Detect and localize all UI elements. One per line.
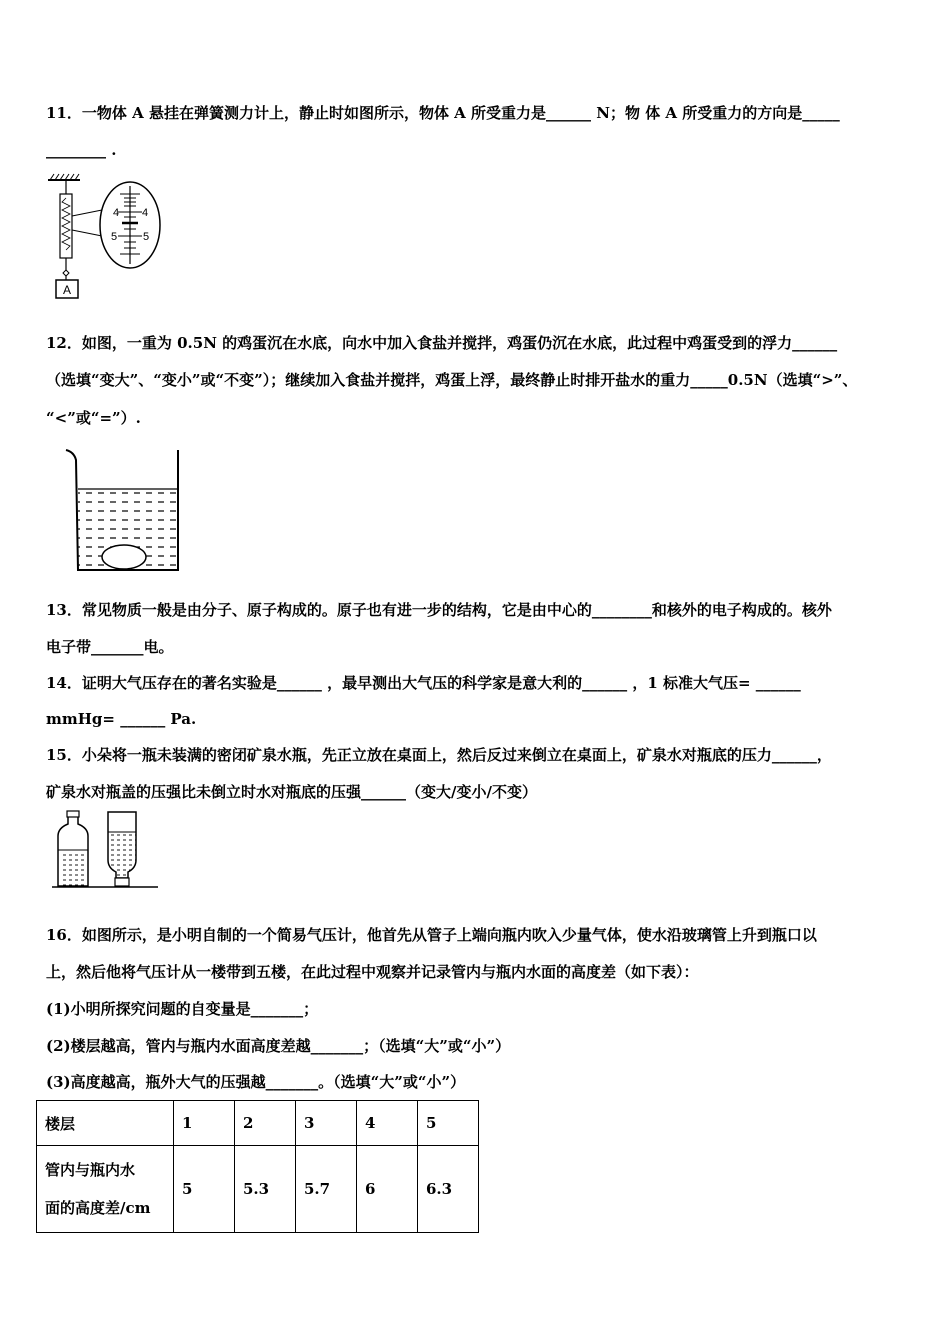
height-cell: 5 (174, 1146, 235, 1233)
q15-text-line1: 15．小朵将一瓶未装满的密闭矿泉水瓶，先正立放在桌面上，然后反过来倒立在桌面上，矿泉水对瓶底的压力______， (46, 746, 832, 764)
q16-sub3: (3)高度越高，瓶外大气的压强越_______。（选填“大”或“小”） (46, 1073, 466, 1091)
egg (102, 545, 146, 569)
tick-4-right: 4 (142, 207, 149, 219)
bottles-figure (50, 808, 160, 890)
q13-text-line2: 电子带_______电。 (46, 638, 174, 656)
row-header-height-line2: 面的高度差/cm (45, 1199, 151, 1217)
q14-text-line1: 14．证明大气压存在的著名实验是______ ，最早测出大气压的科学家是意大利的______ ，1 标准大气压= ______ (46, 674, 801, 692)
table-row-heights (37, 1146, 479, 1233)
row-header-height (37, 1146, 174, 1233)
q11-text-line2: ________ . (46, 141, 117, 159)
tick-5-left: 5 (111, 231, 118, 243)
floor-cell: 2 (235, 1101, 296, 1146)
height-cell: 6.3 (418, 1146, 479, 1233)
block-a-label: A (62, 283, 72, 297)
q16-sub2: (2)楼层越高，管内与瓶内水面高度差越_______；（选填“大”或“小”） (46, 1037, 511, 1055)
floor-cell: 1 (174, 1101, 235, 1146)
spring-coils (62, 198, 70, 250)
inverted-bottle (108, 812, 136, 886)
height-difference-table (36, 1100, 479, 1233)
floor-cell: 4 (357, 1101, 418, 1146)
floor-cell: 3 (296, 1101, 357, 1146)
q16-text-line2: 上，然后他将气压计从一楼带到五楼，在此过程中观察并记录管内与瓶内水面的高度差（如下表）： (46, 963, 699, 981)
q12-text-line1: 12．如图，一重为 0.5N 的鸡蛋沉在水底，向水中加入食盐并搅拌，鸡蛋仍沉在水底，此过程中鸡蛋受到的浮力______ (46, 334, 838, 352)
q12-text-line3: “<”或“=”）. (46, 409, 141, 427)
q14-text-line2: mmHg= ______ Pa. (46, 710, 197, 728)
spring-scale-figure (40, 170, 170, 300)
q16-text-line1: 16．如图所示，是小明自制的一个简易气压计，他首先从管子上端向瓶内吹入少量气体，使水沿玻璃管上升到瓶口以 (46, 926, 817, 944)
q16-sub1: (1)小明所探究问题的自变量是_______； (46, 1000, 319, 1018)
row-header-height-line1: 管内与瓶内水 (45, 1161, 136, 1179)
tick-5-right: 5 (143, 231, 150, 243)
table-row-floors (37, 1101, 479, 1146)
q11-text-line1: 11．一物体 A 悬挂在弹簧测力计上，静止时如图所示，物体 A 所受重力是______ N；物 体 A 所受重力的方向是_____ (46, 104, 840, 122)
tick-4-left: 4 (113, 207, 120, 219)
upright-bottle (58, 811, 88, 886)
q15-text-line2: 矿泉水对瓶盖的压强比未倒立时水对瓶底的压强______（变大/变小/不变） (46, 783, 537, 801)
height-cell: 5.7 (296, 1146, 357, 1233)
beaker-egg-figure (60, 444, 186, 576)
height-cell: 6 (357, 1146, 418, 1233)
q13-text-line1: 13．常见物质一般是由分子、原子构成的。原子也有进一步的结构，它是由中心的________和核外的电子构成的。核外 (46, 601, 832, 619)
q12-text-line2: （选填“变大”、“变小”或“不变”）；继续加入食盐并搅拌，鸡蛋上浮，最终静止时排开盐水的重力_____0.5N（选填“>”、 (46, 371, 858, 389)
row-header-floor: 楼层 (37, 1101, 174, 1146)
height-cell: 5.3 (235, 1146, 296, 1233)
floor-cell: 5 (418, 1101, 479, 1146)
